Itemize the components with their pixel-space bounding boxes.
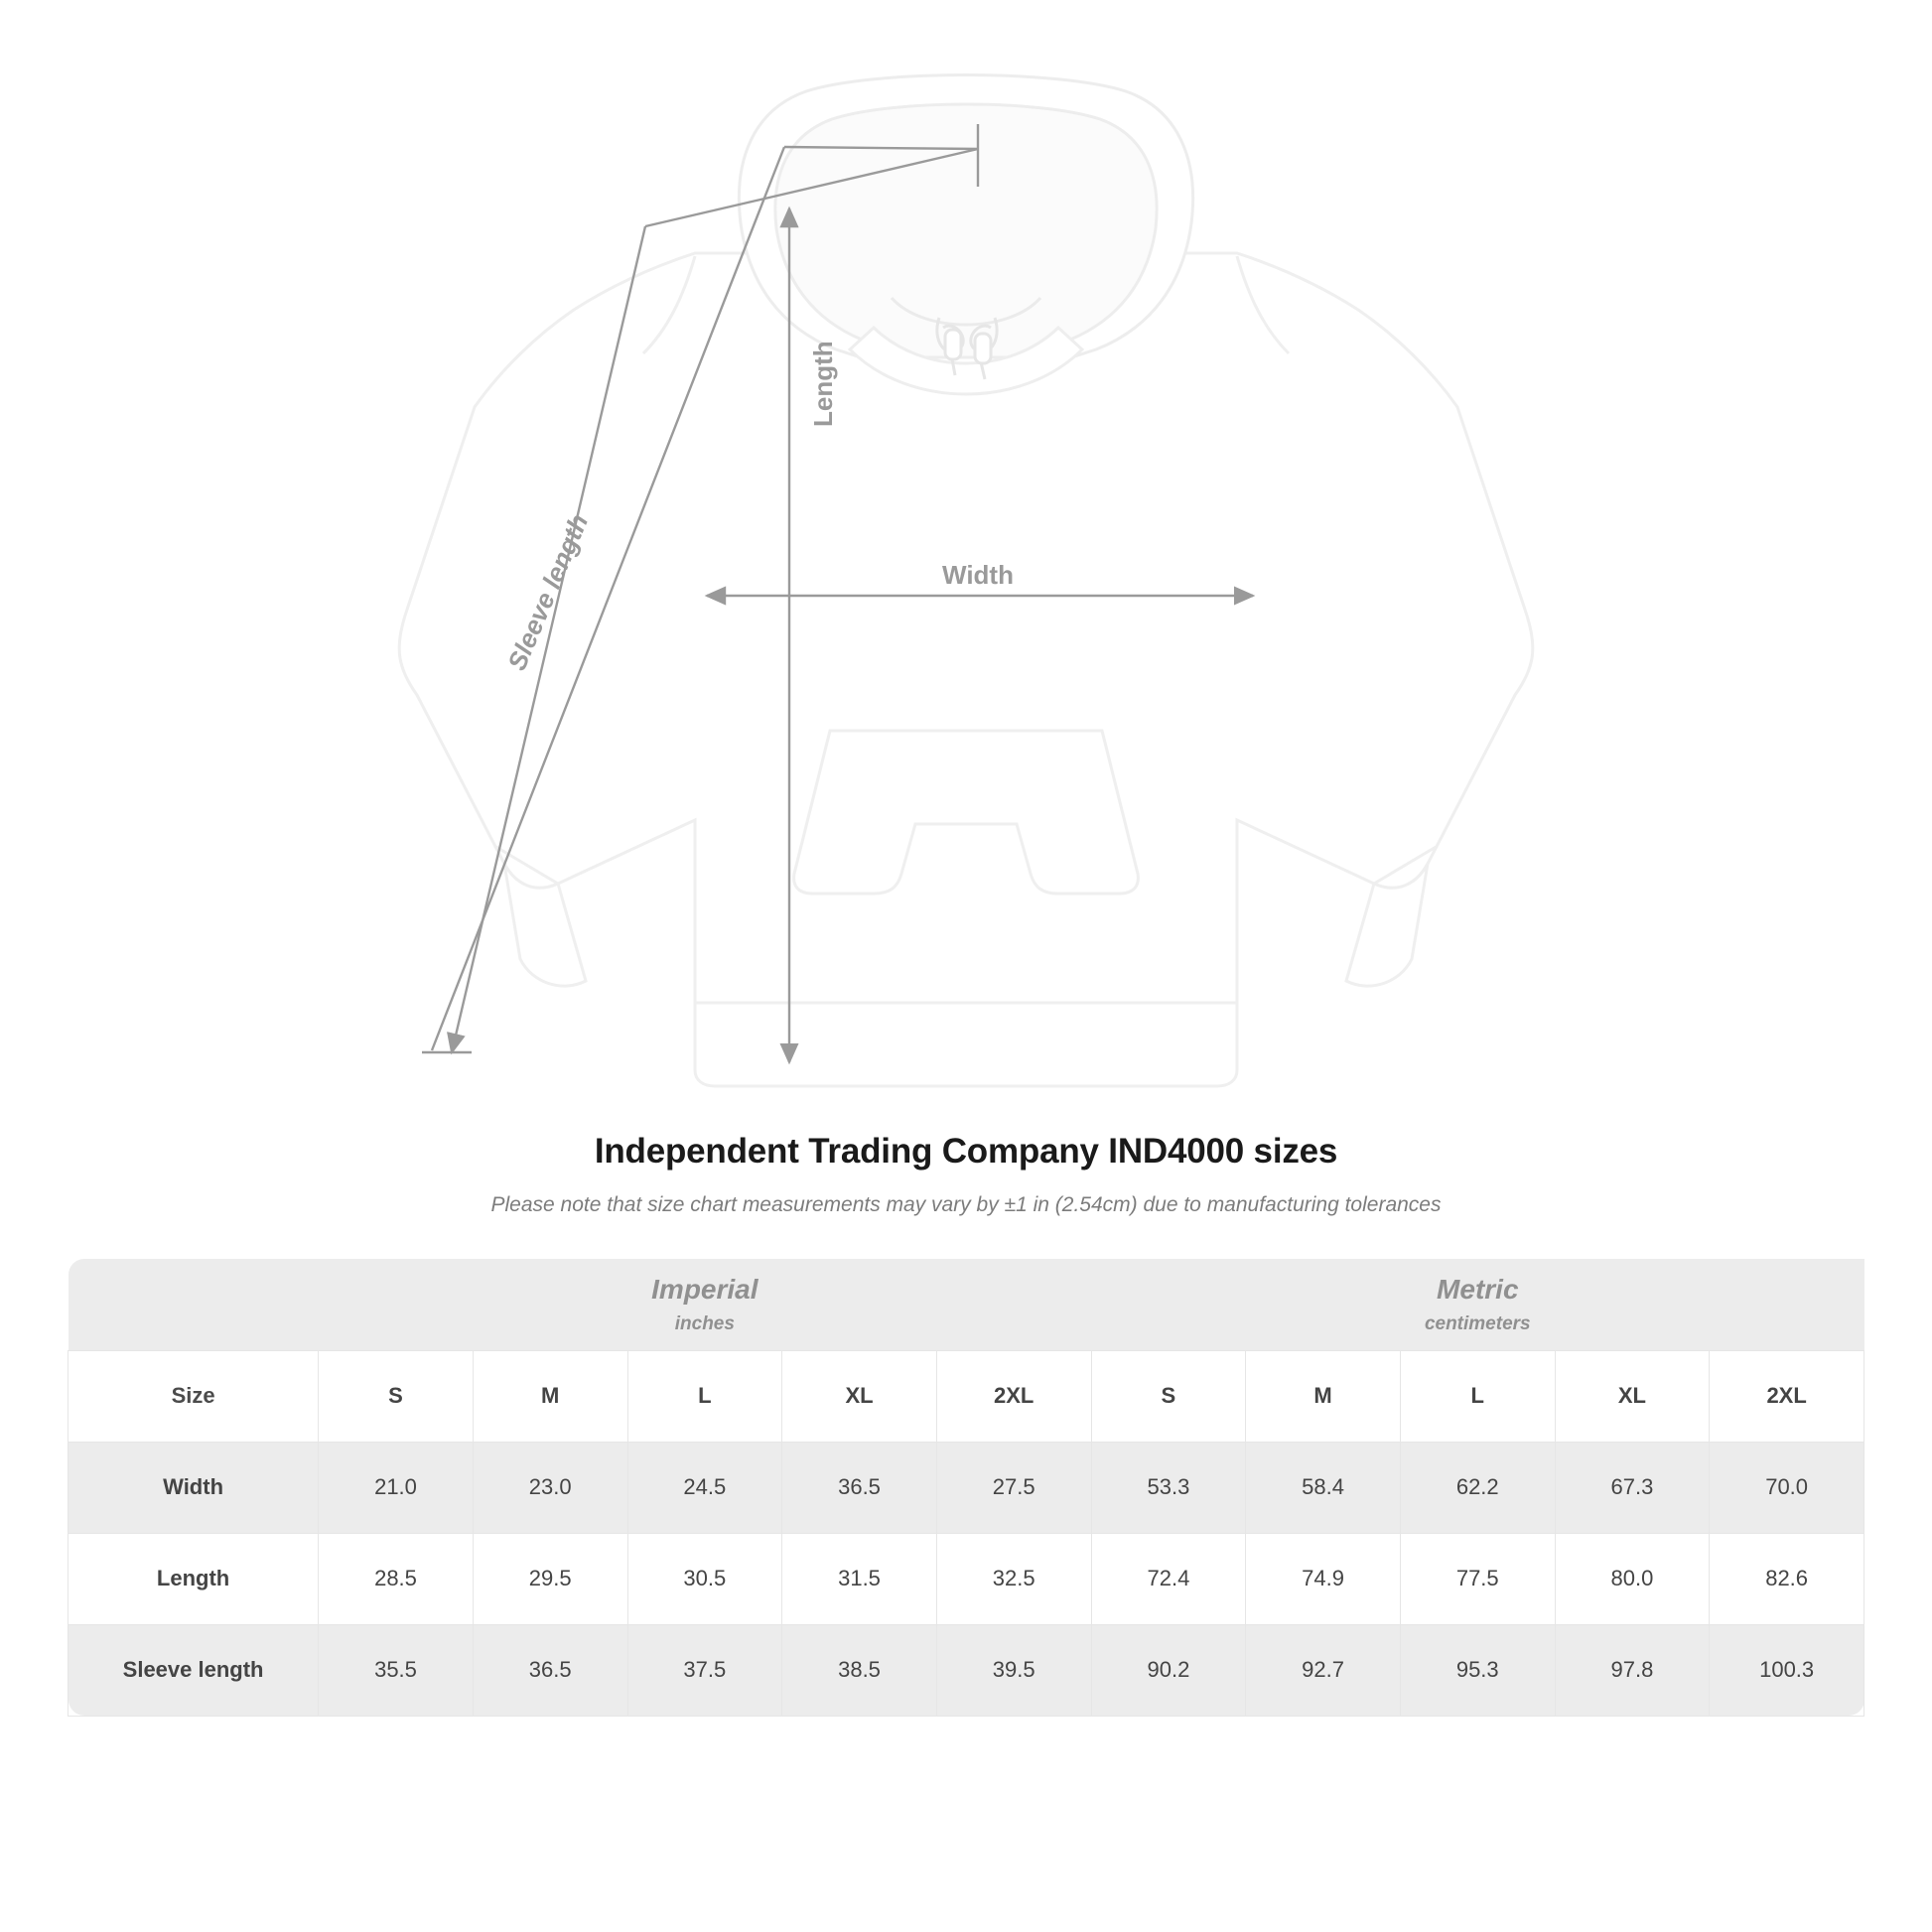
cell-width-l-in: 24.5 (627, 1442, 782, 1533)
metric-name: Metric (1437, 1273, 1519, 1305)
cell-length-xl-cm: 80.0 (1555, 1533, 1710, 1624)
width-label: Width (942, 560, 1014, 590)
cell-length-2xl-in: 32.5 (936, 1533, 1091, 1624)
cell-length-m-cm: 74.9 (1246, 1533, 1401, 1624)
cell-sleeve-xl-cm: 97.8 (1555, 1624, 1710, 1716)
unit-group-row (69, 1259, 1864, 1350)
cell-length-l-in: 30.5 (627, 1533, 782, 1624)
table-row (69, 1624, 1864, 1716)
column-header-row (69, 1350, 1864, 1442)
header-col-xl-imperial: XL (782, 1350, 937, 1442)
cell-sleeve-2xl-in: 39.5 (936, 1624, 1091, 1716)
title-block (0, 1132, 1932, 1217)
header-col-l-imperial: L (627, 1350, 782, 1442)
unit-group-metric (1091, 1259, 1863, 1350)
table-row (69, 1442, 1864, 1533)
header-size: Size (69, 1350, 319, 1442)
tolerance-note: Please note that size chart measurements may vary by ±1 in (2.54cm) due to manufacturing tolerances (490, 1193, 1442, 1216)
cell-sleeve-m-cm: 92.7 (1246, 1624, 1401, 1716)
sleeve-length-label: Sleeve length (501, 509, 595, 675)
table-row (69, 1533, 1864, 1624)
header-col-xl-metric: XL (1555, 1350, 1710, 1442)
cell-sleeve-l-in: 37.5 (627, 1624, 782, 1716)
row-label-width: Width (69, 1442, 319, 1533)
row-label-length: Length (69, 1533, 319, 1624)
cell-width-s-in: 21.0 (319, 1442, 474, 1533)
unit-group-blank (69, 1259, 319, 1350)
cell-length-s-cm: 72.4 (1091, 1533, 1246, 1624)
size-table (68, 1259, 1864, 1717)
cell-sleeve-2xl-cm: 100.3 (1710, 1624, 1864, 1716)
size-table-wrapper (68, 1259, 1864, 1717)
unit-group-imperial (319, 1259, 1091, 1350)
cell-width-2xl-in: 27.5 (936, 1442, 1091, 1533)
cell-width-l-cm: 62.2 (1400, 1442, 1555, 1533)
cell-sleeve-xl-in: 38.5 (782, 1624, 937, 1716)
cell-width-xl-cm: 67.3 (1555, 1442, 1710, 1533)
header-col-2xl-metric: 2XL (1710, 1350, 1864, 1442)
header-col-m-imperial: M (473, 1350, 627, 1442)
cell-width-m-in: 23.0 (473, 1442, 627, 1533)
page-title: Independent Trading Company IND4000 sizes (594, 1132, 1338, 1171)
header-col-l-metric: L (1400, 1350, 1555, 1442)
cell-length-2xl-cm: 82.6 (1710, 1533, 1864, 1624)
cell-length-l-cm: 77.5 (1400, 1533, 1555, 1624)
length-label: Length (808, 341, 838, 427)
header-col-s-imperial: S (319, 1350, 474, 1442)
header-col-m-metric: M (1246, 1350, 1401, 1442)
row-label-sleeve-length: Sleeve length (69, 1624, 319, 1716)
imperial-sub: inches (674, 1312, 735, 1334)
cell-sleeve-s-cm: 90.2 (1091, 1624, 1246, 1716)
header-col-2xl-imperial: 2XL (936, 1350, 1091, 1442)
cell-length-s-in: 28.5 (319, 1533, 474, 1624)
cell-length-xl-in: 31.5 (782, 1533, 937, 1624)
cell-sleeve-l-cm: 95.3 (1400, 1624, 1555, 1716)
cell-width-2xl-cm: 70.0 (1710, 1442, 1864, 1533)
cell-width-s-cm: 53.3 (1091, 1442, 1246, 1533)
cell-length-m-in: 29.5 (473, 1533, 627, 1624)
cell-sleeve-s-in: 35.5 (319, 1624, 474, 1716)
cell-width-xl-in: 36.5 (782, 1442, 937, 1533)
imperial-name: Imperial (651, 1273, 759, 1305)
cell-width-m-cm: 58.4 (1246, 1442, 1401, 1533)
header-col-s-metric: S (1091, 1350, 1246, 1442)
metric-sub: centimeters (1424, 1312, 1531, 1334)
cell-sleeve-m-in: 36.5 (473, 1624, 627, 1716)
